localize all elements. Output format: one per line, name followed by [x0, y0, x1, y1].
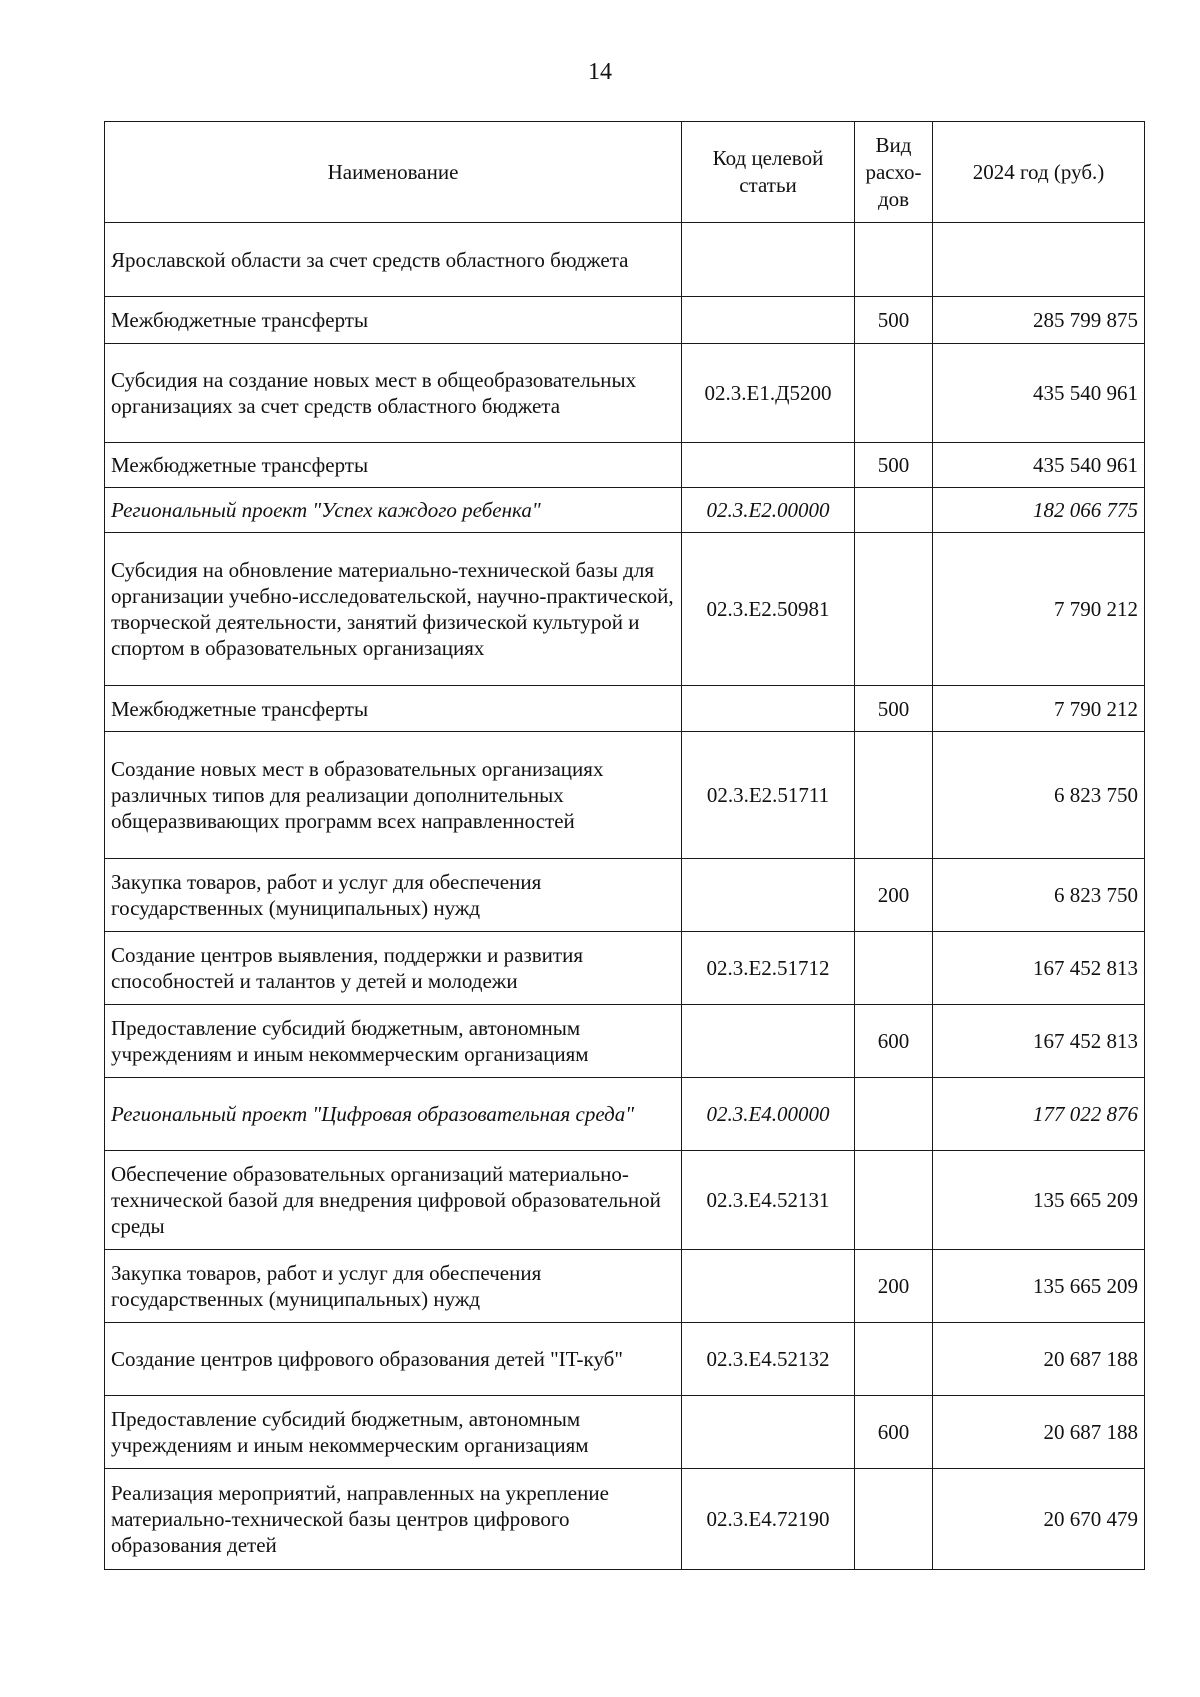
row-amount: 167 452 813 [933, 1005, 1145, 1078]
row-type [855, 732, 933, 859]
row-code [682, 1250, 855, 1323]
table-row [105, 344, 1145, 443]
table-row [105, 1469, 1145, 1570]
row-code: 02.3.E2.50981 [682, 533, 855, 686]
row-name: Межбюджетные трансферты [105, 443, 682, 488]
row-type [855, 1151, 933, 1250]
row-type [855, 344, 933, 443]
row-name: Региональный проект "Цифровая образовательная среда" [105, 1078, 682, 1151]
row-name: Ярославской области за счет средств областного бюджета [105, 223, 682, 297]
row-type: 200 [855, 1250, 933, 1323]
header-type: Вид расхо-дов [855, 122, 933, 223]
header-name: Наименование [105, 122, 682, 223]
row-amount: 20 687 188 [933, 1323, 1145, 1396]
row-code: 02.3.E2.51711 [682, 732, 855, 859]
row-amount: 6 823 750 [933, 859, 1145, 932]
row-type: 500 [855, 686, 933, 732]
row-code [682, 1005, 855, 1078]
row-name: Закупка товаров, работ и услуг для обеспечения государственных (муниципальных) нужд [105, 1250, 682, 1323]
row-code [682, 223, 855, 297]
row-amount: 20 670 479 [933, 1469, 1145, 1570]
row-amount: 135 665 209 [933, 1151, 1145, 1250]
row-amount: 20 687 188 [933, 1396, 1145, 1469]
table-row [105, 686, 1145, 732]
row-name: Региональный проект "Успех каждого ребенка" [105, 488, 682, 533]
table-row [105, 1151, 1145, 1250]
row-amount: 6 823 750 [933, 732, 1145, 859]
header-code: Код целевой статьи [682, 122, 855, 223]
row-code [682, 297, 855, 344]
row-name: Создание центров цифрового образования детей "IT-куб" [105, 1323, 682, 1396]
row-code: 02.3.E4.52131 [682, 1151, 855, 1250]
row-type [855, 1469, 933, 1570]
row-name: Субсидия на создание новых мест в общеобразовательных организациях за счет средств областного бюджета [105, 344, 682, 443]
row-type: 500 [855, 443, 933, 488]
row-name: Субсидия на обновление материально-технической базы для организации учебно-исследовательской, научно-практической, творческой деятельности, занятий физической культурой и спортом в образовательных организациях [105, 533, 682, 686]
table-row [105, 443, 1145, 488]
table-row [105, 533, 1145, 686]
row-name: Межбюджетные трансферты [105, 686, 682, 732]
row-amount: 135 665 209 [933, 1250, 1145, 1323]
row-code [682, 859, 855, 932]
row-code: 02.3.E1.Д5200 [682, 344, 855, 443]
row-code: 02.3.E2.00000 [682, 488, 855, 533]
row-type: 200 [855, 859, 933, 932]
table-row [105, 1078, 1145, 1151]
row-amount: 182 066 775 [933, 488, 1145, 533]
table-row [105, 859, 1145, 932]
row-type: 500 [855, 297, 933, 344]
row-type [855, 1078, 933, 1151]
row-name: Создание центров выявления, поддержки и развития способностей и талантов у детей и молодежи [105, 932, 682, 1005]
row-name: Межбюджетные трансферты [105, 297, 682, 344]
row-code [682, 1396, 855, 1469]
row-name: Закупка товаров, работ и услуг для обеспечения государственных (муниципальных) нужд [105, 859, 682, 932]
row-name: Обеспечение образовательных организаций материально-технической базой для внедрения цифровой образовательной среды [105, 1151, 682, 1250]
row-amount: 285 799 875 [933, 297, 1145, 344]
row-code: 02.3.E4.52132 [682, 1323, 855, 1396]
row-type [855, 1323, 933, 1396]
page-number: 14 [588, 59, 612, 85]
table-row [105, 223, 1145, 297]
row-name: Предоставление субсидий бюджетным, автономным учреждениям и иным некоммерческим организациям [105, 1005, 682, 1078]
table-header-row [105, 122, 1145, 223]
row-type [855, 223, 933, 297]
row-amount: 167 452 813 [933, 932, 1145, 1005]
table-row [105, 1005, 1145, 1078]
row-code: 02.3.E2.51712 [682, 932, 855, 1005]
row-type: 600 [855, 1396, 933, 1469]
header-amount: 2024 год (руб.) [933, 122, 1145, 223]
row-code [682, 686, 855, 732]
row-type [855, 488, 933, 533]
row-type [855, 932, 933, 1005]
row-code [682, 443, 855, 488]
table-row [105, 932, 1145, 1005]
table-row [105, 297, 1145, 344]
row-type: 600 [855, 1005, 933, 1078]
table-row [105, 732, 1145, 859]
row-type [855, 533, 933, 686]
row-name: Предоставление субсидий бюджетным, автономным учреждениям и иным некоммерческим организациям [105, 1396, 682, 1469]
row-name: Создание новых мест в образовательных организациях различных типов для реализации дополнительных общеразвивающих программ всех направленностей [105, 732, 682, 859]
row-amount [933, 223, 1145, 297]
table-row [105, 1396, 1145, 1469]
row-amount: 7 790 212 [933, 533, 1145, 686]
table-row [105, 1250, 1145, 1323]
table-row [105, 1323, 1145, 1396]
row-code: 02.3.E4.72190 [682, 1469, 855, 1570]
row-code: 02.3.E4.00000 [682, 1078, 855, 1151]
table-row [105, 488, 1145, 533]
row-amount: 177 022 876 [933, 1078, 1145, 1151]
row-name: Реализация мероприятий, направленных на укрепление материально-технической базы центров цифрового образования детей [105, 1469, 682, 1570]
budget-table [104, 121, 1145, 1570]
row-amount: 435 540 961 [933, 344, 1145, 443]
row-amount: 7 790 212 [933, 686, 1145, 732]
row-amount: 435 540 961 [933, 443, 1145, 488]
